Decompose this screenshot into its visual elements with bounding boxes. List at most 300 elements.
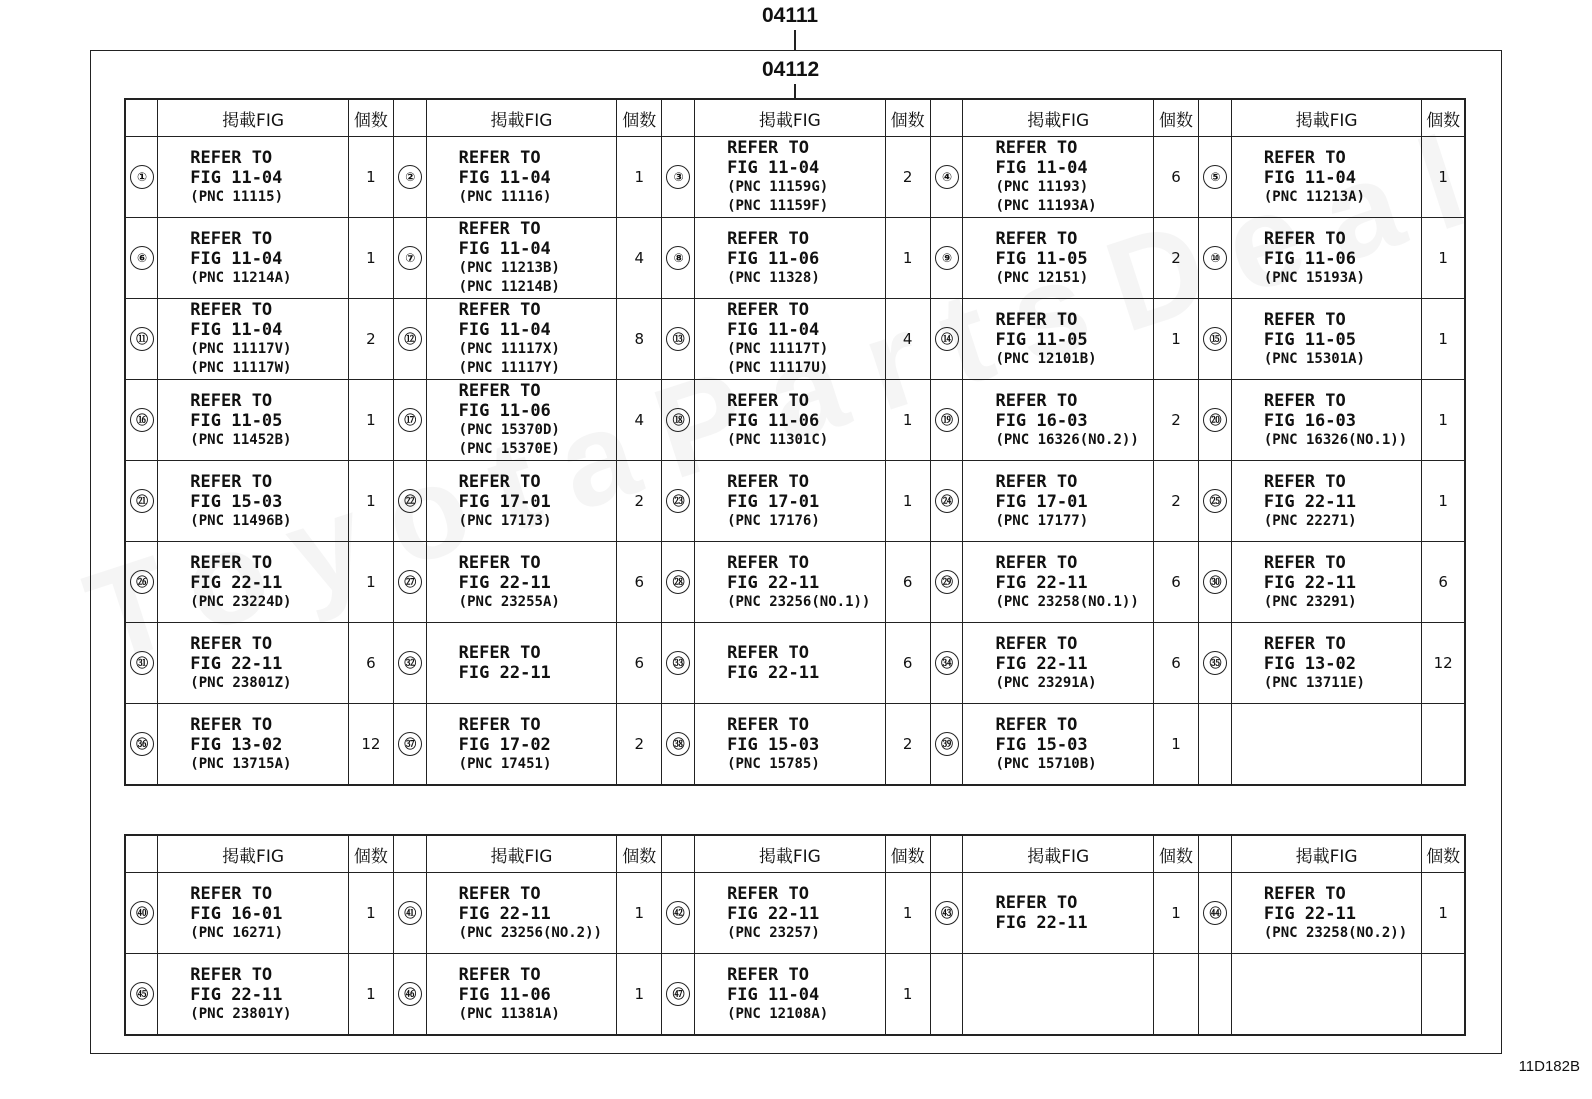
fig-reference-line: REFER TO xyxy=(190,228,273,249)
quantity-cell: 6 xyxy=(885,542,930,623)
item-number-cell xyxy=(125,461,158,542)
fig-reference-line: REFER TO xyxy=(727,471,809,492)
fig-reference-cell xyxy=(695,704,886,786)
item-number: ㉙ xyxy=(935,570,959,594)
item-number-cell xyxy=(662,137,695,218)
quantity-cell: 2 xyxy=(1154,461,1199,542)
fig-reference-cell xyxy=(1231,299,1422,380)
fig-reference-line: FIG 17-01 xyxy=(458,491,551,512)
quantity-cell: 1 xyxy=(885,380,930,461)
item-number: ⑱ xyxy=(666,408,690,432)
fig-reference-line: FIG 22-11 xyxy=(1263,572,1356,593)
fig-reference-line: FIG 22-11 xyxy=(727,663,820,683)
item-number-cell xyxy=(1199,218,1232,299)
quantity-cell: 1 xyxy=(348,137,393,218)
fig-reference-line: REFER TO xyxy=(458,219,541,239)
item-number-cell xyxy=(125,137,158,218)
fig-reference-line: REFER TO xyxy=(995,633,1078,654)
item-number: ㊹ xyxy=(1203,901,1227,925)
fig-reference-cell xyxy=(963,218,1154,299)
fig-reference-line: REFER TO xyxy=(458,471,541,492)
fig-reference-cell xyxy=(695,299,886,380)
quantity-cell: 4 xyxy=(617,218,662,299)
pnc-line: (PNC 17451) xyxy=(458,755,552,772)
quantity-cell xyxy=(1422,704,1465,786)
fig-reference-cell xyxy=(158,704,349,786)
item-number: ⑳ xyxy=(1203,408,1227,432)
quantity-cell: 1 xyxy=(1422,873,1465,954)
item-number-cell xyxy=(1199,954,1232,1036)
fig-reference-cell xyxy=(158,380,349,461)
header-qty: 個数 xyxy=(1154,99,1199,137)
item-number: ⑤ xyxy=(1203,165,1227,189)
quantity-cell: 1 xyxy=(348,461,393,542)
fig-reference-line: REFER TO xyxy=(190,552,273,573)
item-number-cell xyxy=(393,299,426,380)
fig-reference-line: REFER TO xyxy=(995,228,1078,249)
pnc-line: (PNC 12101B) xyxy=(995,350,1097,367)
item-number-cell xyxy=(930,380,963,461)
item-number-cell xyxy=(662,623,695,704)
item-number: ㉔ xyxy=(935,489,959,513)
item-number-cell xyxy=(393,137,426,218)
fig-reference-line: FIG 15-03 xyxy=(727,734,820,755)
fig-reference-cell xyxy=(695,623,886,704)
fig-reference-line: FIG 11-06 xyxy=(458,984,551,1005)
header-fig: 掲載FIG xyxy=(426,99,617,137)
item-number-cell xyxy=(393,218,426,299)
header-fig: 掲載FIG xyxy=(695,99,886,137)
fig-reference-line: REFER TO xyxy=(458,883,541,904)
pnc-line: (PNC 15710B) xyxy=(995,755,1097,772)
fig-reference-line: REFER TO xyxy=(458,300,541,320)
quantity-cell: 1 xyxy=(1422,461,1465,542)
pnc-line: (PNC 23255A) xyxy=(458,593,560,610)
quantity-cell: 1 xyxy=(617,873,662,954)
item-number: ① xyxy=(130,165,154,189)
item-number: ④ xyxy=(935,165,959,189)
item-number: ⑬ xyxy=(666,327,690,351)
table-header-row xyxy=(125,99,1465,137)
pnc-line: (PNC 23801Z) xyxy=(190,674,292,691)
fig-reference-line: FIG 11-04 xyxy=(458,167,551,188)
pnc-line: (PNC 11213B) xyxy=(458,260,560,276)
fig-reference-line: REFER TO xyxy=(727,552,809,573)
pnc-line: (PNC 11214A) xyxy=(190,269,292,286)
fig-reference-cell xyxy=(158,954,349,1036)
fig-reference-line: REFER TO xyxy=(727,390,809,411)
item-number-cell xyxy=(1199,380,1232,461)
table-row xyxy=(125,137,1465,218)
table-row xyxy=(125,704,1465,786)
item-number-cell xyxy=(1199,623,1232,704)
fig-reference-line: FIG 15-03 xyxy=(995,734,1088,755)
fig-reference-line: REFER TO xyxy=(1263,147,1346,168)
fig-reference-line: FIG 22-11 xyxy=(190,653,283,674)
fig-reference-line: FIG 15-03 xyxy=(190,491,283,512)
reference-table-main xyxy=(124,98,1466,786)
item-number: ㉗ xyxy=(398,570,422,594)
pnc-line: (PNC 17173) xyxy=(458,512,552,529)
fig-reference-cell xyxy=(1231,873,1422,954)
fig-reference-cell xyxy=(695,380,886,461)
fig-reference-line: FIG 22-11 xyxy=(727,572,820,593)
fig-reference-cell xyxy=(963,380,1154,461)
pnc-line: (PNC 11381A) xyxy=(458,1005,560,1022)
fig-reference-line: REFER TO xyxy=(727,714,809,735)
quantity-cell: 2 xyxy=(1154,380,1199,461)
item-number-cell xyxy=(930,137,963,218)
quantity-cell: 6 xyxy=(1154,542,1199,623)
fig-reference-cell xyxy=(963,623,1154,704)
header-qty: 個数 xyxy=(617,835,662,873)
quantity-cell: 6 xyxy=(348,623,393,704)
item-number-cell xyxy=(125,542,158,623)
quantity-cell: 8 xyxy=(617,299,662,380)
item-number-cell xyxy=(125,299,158,380)
fig-reference-cell xyxy=(426,299,617,380)
fig-reference-line: FIG 17-02 xyxy=(458,734,551,755)
header-blank xyxy=(125,99,158,137)
pnc-line: (PNC 23801Y) xyxy=(190,1005,292,1022)
fig-reference-cell xyxy=(1231,542,1422,623)
fig-reference-line: REFER TO xyxy=(727,300,809,320)
quantity-cell: 6 xyxy=(1422,542,1465,623)
header-qty: 個数 xyxy=(885,99,930,137)
fig-reference-cell xyxy=(695,873,886,954)
fig-reference-cell xyxy=(963,954,1154,1036)
item-number: ㉖ xyxy=(130,570,154,594)
item-number-cell xyxy=(393,873,426,954)
quantity-cell xyxy=(1422,954,1465,1036)
header-blank xyxy=(393,99,426,137)
fig-reference-line: FIG 11-04 xyxy=(190,248,283,269)
fig-reference-line: FIG 11-04 xyxy=(727,320,820,340)
header-blank xyxy=(930,99,963,137)
item-number-cell xyxy=(393,461,426,542)
pnc-line: (PNC 16326(NO.1)) xyxy=(1263,431,1408,448)
fig-reference-line: FIG 11-04 xyxy=(190,167,283,188)
quantity-cell: 1 xyxy=(1422,380,1465,461)
fig-reference-line: FIG 11-05 xyxy=(1263,329,1356,350)
fig-reference-line: REFER TO xyxy=(727,228,809,249)
fig-reference-line: FIG 22-11 xyxy=(995,572,1088,593)
quantity-cell: 1 xyxy=(1422,299,1465,380)
item-number-cell xyxy=(125,218,158,299)
quantity-cell: 1 xyxy=(1154,704,1199,786)
fig-reference-line: FIG 11-06 xyxy=(727,410,820,431)
fig-reference-line: FIG 17-01 xyxy=(995,491,1088,512)
item-number: ㊺ xyxy=(130,982,154,1006)
fig-reference-cell xyxy=(963,461,1154,542)
pnc-line: (PNC 12108A) xyxy=(727,1005,829,1022)
fig-reference-cell xyxy=(695,137,886,218)
item-number: ③ xyxy=(666,165,690,189)
item-number: ⑰ xyxy=(398,408,422,432)
fig-reference-line: REFER TO xyxy=(458,381,541,401)
pnc-line: (PNC 15301A) xyxy=(1263,350,1365,367)
table-row xyxy=(125,299,1465,380)
pnc-line: (PNC 11193) xyxy=(995,179,1089,195)
pnc-line: (PNC 12151) xyxy=(995,269,1089,286)
fig-reference-cell xyxy=(695,954,886,1036)
item-number-cell xyxy=(125,954,158,1036)
item-number-cell xyxy=(930,623,963,704)
fig-reference-cell xyxy=(963,137,1154,218)
item-number-cell xyxy=(662,461,695,542)
fig-reference-cell xyxy=(426,954,617,1036)
fig-reference-line: REFER TO xyxy=(190,147,273,168)
fig-reference-line: REFER TO xyxy=(458,147,541,168)
item-number: ㉞ xyxy=(935,651,959,675)
fig-reference-line: FIG 11-06 xyxy=(727,248,820,269)
quantity-cell: 1 xyxy=(617,137,662,218)
header-blank xyxy=(930,835,963,873)
fig-reference-line: REFER TO xyxy=(190,883,273,904)
item-number-cell xyxy=(930,873,963,954)
fig-reference-cell xyxy=(158,299,349,380)
leader-line xyxy=(794,30,796,50)
fig-reference-line: REFER TO xyxy=(727,643,809,663)
item-number-cell xyxy=(662,704,695,786)
quantity-cell: 2 xyxy=(617,704,662,786)
fig-reference-line: FIG 13-02 xyxy=(190,734,283,755)
header-qty: 個数 xyxy=(1154,835,1199,873)
item-number: ㉟ xyxy=(1203,651,1227,675)
item-number-cell xyxy=(662,299,695,380)
fig-reference-line: REFER TO xyxy=(1263,552,1346,573)
quantity-cell: 1 xyxy=(348,218,393,299)
item-number: ⑦ xyxy=(398,246,422,270)
item-number-cell xyxy=(1199,873,1232,954)
fig-reference-cell xyxy=(695,218,886,299)
header-fig: 掲載FIG xyxy=(963,835,1154,873)
fig-reference-cell xyxy=(963,873,1154,954)
pnc-line: (PNC 23257) xyxy=(727,924,820,941)
item-number-cell xyxy=(662,542,695,623)
reference-table-secondary xyxy=(124,834,1466,1036)
pnc-line: (PNC 11328) xyxy=(727,269,820,286)
fig-reference-cell xyxy=(1231,704,1422,786)
fig-reference-cell xyxy=(426,137,617,218)
fig-reference-line: REFER TO xyxy=(458,964,541,985)
pnc-line: (PNC 11117V) xyxy=(190,341,292,357)
header-fig: 掲載FIG xyxy=(158,835,349,873)
quantity-cell: 6 xyxy=(885,623,930,704)
fig-reference-cell xyxy=(158,461,349,542)
pnc-line: (PNC 16271) xyxy=(190,924,283,941)
pnc-line: (PNC 23224D) xyxy=(190,593,292,610)
pnc-line: (PNC 11116) xyxy=(458,188,552,205)
quantity-cell: 4 xyxy=(617,380,662,461)
fig-reference-cell xyxy=(1231,623,1422,704)
fig-reference-line: REFER TO xyxy=(995,893,1078,913)
fig-reference-cell xyxy=(426,542,617,623)
item-number: ㉕ xyxy=(1203,489,1227,513)
fig-reference-line: FIG 11-04 xyxy=(727,158,820,178)
quantity-cell: 1 xyxy=(1154,299,1199,380)
fig-reference-line: REFER TO xyxy=(727,964,809,985)
header-blank xyxy=(1199,835,1232,873)
quantity-cell: 6 xyxy=(1154,137,1199,218)
item-number: ㉒ xyxy=(398,489,422,513)
item-number: ㉑ xyxy=(130,489,154,513)
pnc-line: (PNC 23256(NO.1)) xyxy=(727,593,871,610)
fig-reference-cell xyxy=(158,873,349,954)
fig-reference-line: FIG 22-11 xyxy=(190,572,283,593)
fig-reference-line: REFER TO xyxy=(1263,633,1346,654)
pnc-line: (PNC 15370D) xyxy=(458,422,560,438)
item-number: ㊵ xyxy=(130,901,154,925)
header-blank xyxy=(393,835,426,873)
fig-reference-cell xyxy=(1231,954,1422,1036)
table-row xyxy=(125,873,1465,954)
item-number: ㊱ xyxy=(130,732,154,756)
pnc-line: (PNC 11115) xyxy=(190,188,283,205)
fig-reference-line: FIG 22-11 xyxy=(727,903,820,924)
header-blank xyxy=(1199,99,1232,137)
quantity-cell: 12 xyxy=(348,704,393,786)
quantity-cell: 6 xyxy=(617,542,662,623)
item-number-cell xyxy=(930,299,963,380)
quantity-cell: 6 xyxy=(617,623,662,704)
quantity-cell: 1 xyxy=(885,461,930,542)
item-number: ⑨ xyxy=(935,246,959,270)
fig-reference-line: REFER TO xyxy=(995,390,1078,411)
table-row xyxy=(125,380,1465,461)
fig-reference-cell xyxy=(158,137,349,218)
item-number: ㉜ xyxy=(398,651,422,675)
fig-reference-cell xyxy=(695,461,886,542)
quantity-cell: 2 xyxy=(348,299,393,380)
fig-reference-line: REFER TO xyxy=(1263,471,1346,492)
item-number: ⑮ xyxy=(1203,327,1227,351)
table-row xyxy=(125,542,1465,623)
fig-reference-line: REFER TO xyxy=(727,883,809,904)
fig-reference-cell xyxy=(1231,461,1422,542)
fig-reference-line: FIG 11-04 xyxy=(1263,167,1356,188)
item-number: ㊲ xyxy=(398,732,422,756)
quantity-cell: 1 xyxy=(1422,137,1465,218)
quantity-cell: 1 xyxy=(348,542,393,623)
leader-line xyxy=(794,84,796,98)
fig-reference-line: REFER TO xyxy=(995,714,1078,735)
table-row xyxy=(125,954,1465,1036)
pnc-line: (PNC 15785) xyxy=(727,755,820,772)
table-row xyxy=(125,623,1465,704)
item-number-cell xyxy=(393,542,426,623)
fig-reference-cell xyxy=(963,542,1154,623)
quantity-cell: 1 xyxy=(348,954,393,1036)
fig-reference-line: FIG 11-05 xyxy=(995,248,1088,269)
pnc-line: (PNC 11117T) xyxy=(727,341,829,357)
fig-reference-line: FIG 22-11 xyxy=(458,903,551,924)
fig-reference-line: REFER TO xyxy=(458,643,541,663)
item-number: ⑲ xyxy=(935,408,959,432)
header-fig: 掲載FIG xyxy=(426,835,617,873)
quantity-cell: 1 xyxy=(617,954,662,1036)
fig-reference-line: FIG 11-04 xyxy=(190,320,283,340)
header-fig: 掲載FIG xyxy=(1231,99,1422,137)
item-number: ⑭ xyxy=(935,327,959,351)
fig-reference-cell xyxy=(963,704,1154,786)
pnc-line: (PNC 11159F) xyxy=(727,198,829,214)
item-number-cell xyxy=(930,461,963,542)
pnc-line: (PNC 11193A) xyxy=(995,198,1097,214)
item-number-cell xyxy=(393,380,426,461)
header-fig: 掲載FIG xyxy=(695,835,886,873)
item-number-cell xyxy=(393,623,426,704)
header-qty: 個数 xyxy=(348,99,393,137)
fig-reference-line: FIG 22-11 xyxy=(995,653,1088,674)
pnc-line: (PNC 11117X) xyxy=(458,341,560,357)
item-number: ㊶ xyxy=(398,901,422,925)
fig-reference-line: FIG 16-03 xyxy=(1263,410,1356,431)
header-qty: 個数 xyxy=(348,835,393,873)
pnc-line: (PNC 23256(NO.2)) xyxy=(458,924,602,941)
fig-reference-line: FIG 11-06 xyxy=(458,401,551,421)
item-number: ⑩ xyxy=(1203,246,1227,270)
fig-reference-line: REFER TO xyxy=(190,390,273,411)
pnc-line: (PNC 16326(NO.2)) xyxy=(995,431,1139,448)
fig-reference-line: FIG 11-06 xyxy=(1263,248,1356,269)
pnc-line: (PNC 23291) xyxy=(1263,593,1357,610)
fig-reference-line: FIG 11-04 xyxy=(458,320,551,340)
pnc-line: (PNC 11496B) xyxy=(190,512,292,529)
header-fig: 掲載FIG xyxy=(158,99,349,137)
item-number-cell xyxy=(930,954,963,1036)
item-number: ⑪ xyxy=(130,327,154,351)
fig-reference-cell xyxy=(1231,380,1422,461)
fig-reference-line: REFER TO xyxy=(995,471,1078,492)
item-number: ⑫ xyxy=(398,327,422,351)
pnc-line: (PNC 11301C) xyxy=(727,431,829,448)
item-number-cell xyxy=(1199,137,1232,218)
fig-reference-line: FIG 11-05 xyxy=(995,329,1088,350)
fig-reference-line: REFER TO xyxy=(995,552,1078,573)
fig-reference-line: REFER TO xyxy=(190,300,273,320)
item-number: ㊷ xyxy=(666,901,690,925)
item-number: ② xyxy=(398,165,422,189)
item-number-cell xyxy=(662,380,695,461)
item-number-cell xyxy=(1199,704,1232,786)
pnc-line: (PNC 15370E) xyxy=(458,441,560,457)
pnc-line: (PNC 11117U) xyxy=(727,360,829,376)
fig-reference-line: FIG 16-03 xyxy=(995,410,1088,431)
fig-reference-cell xyxy=(963,299,1154,380)
fig-reference-cell xyxy=(426,623,617,704)
item-number-cell xyxy=(125,704,158,786)
pnc-line: (PNC 11452B) xyxy=(190,431,292,448)
header-blank xyxy=(662,99,695,137)
item-number: ㉘ xyxy=(666,570,690,594)
pnc-line: (PNC 23258(NO.1)) xyxy=(995,593,1139,610)
quantity-cell: 1 xyxy=(885,873,930,954)
item-number: ㉝ xyxy=(666,651,690,675)
fig-reference-line: FIG 11-04 xyxy=(727,984,820,1005)
pnc-line: (PNC 15193A) xyxy=(1263,269,1365,286)
fig-reference-cell xyxy=(158,542,349,623)
fig-reference-line: REFER TO xyxy=(1263,309,1346,330)
table-row xyxy=(125,461,1465,542)
fig-reference-line: FIG 22-11 xyxy=(995,913,1088,933)
item-number-cell xyxy=(393,954,426,1036)
pnc-line: (PNC 11214B) xyxy=(458,279,560,295)
item-number: ㊳ xyxy=(666,732,690,756)
item-number-cell xyxy=(930,542,963,623)
fig-reference-line: FIG 22-11 xyxy=(458,663,551,683)
pnc-line: (PNC 17177) xyxy=(995,512,1089,529)
